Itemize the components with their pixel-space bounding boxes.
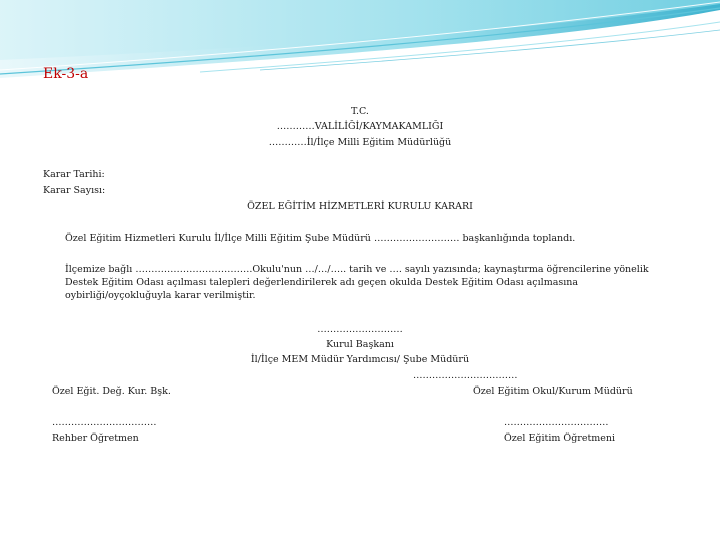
paragraph-decision-line1: İlçemize bağlı ……………………………….Okulu'nun …/…/….. tarih ve …. sayılı yazısında; kaynaştırma öğrencilerine yönelik [65,264,649,275]
signature-dots-right-top: …………………………… [413,370,518,381]
chair-title: İl/İlçe MEM Müdür Yardımcısı/ Şube Müdürü [250,354,470,365]
signature-dots-left-bottom: …………………………… [52,417,157,428]
paragraph-meeting: Özel Eğitim Hizmetleri Kurulu İl/İlçe Milli Eğitim Şube Müdürü ……………………… başkanlığında toplandı. [65,233,576,244]
annex-title: Ek-3-a [43,66,89,82]
decision-number-label: Karar Sayısı: [43,185,106,196]
chair-signature-dots: ……………………… [317,324,403,335]
signature-label-guidance-teacher: Rehber Öğretmen [52,433,139,444]
document-title: ÖZEL EĞİTİM HİZMETLERİ KURULU KARARI [247,201,473,212]
header-governorship: …………VALİLİĞİ/KAYMAKAMLIĞI [276,121,444,132]
signature-label-board-chair: Özel Eğit. Değ. Kur. Bşk. [52,386,171,397]
header-directorate: …………İl/İlçe Milli Eğitim Müdürlüğü [268,137,452,148]
signature-label-special-ed-teacher: Özel Eğitim Öğretmeni [504,433,616,444]
paragraph-decision-line3: oybirliği/oyçokluğuyla karar verilmiştir. [65,290,256,301]
signature-dots-right-bottom: …………………………… [504,417,609,428]
chair-role: Kurul Başkanı [326,339,394,350]
decorative-wave-banner [0,0,720,90]
signature-label-school-principal: Özel Eğitim Okul/Kurum Müdürü [473,386,633,397]
header-tc: T.C. [351,106,369,117]
decision-date-label: Karar Tarihi: [43,169,105,180]
paragraph-decision-line2: Destek Eğitim Odası açılması talepleri değerlendirilerek adı geçen okulda Destek Eğitim Odası açılmasına [65,277,579,288]
